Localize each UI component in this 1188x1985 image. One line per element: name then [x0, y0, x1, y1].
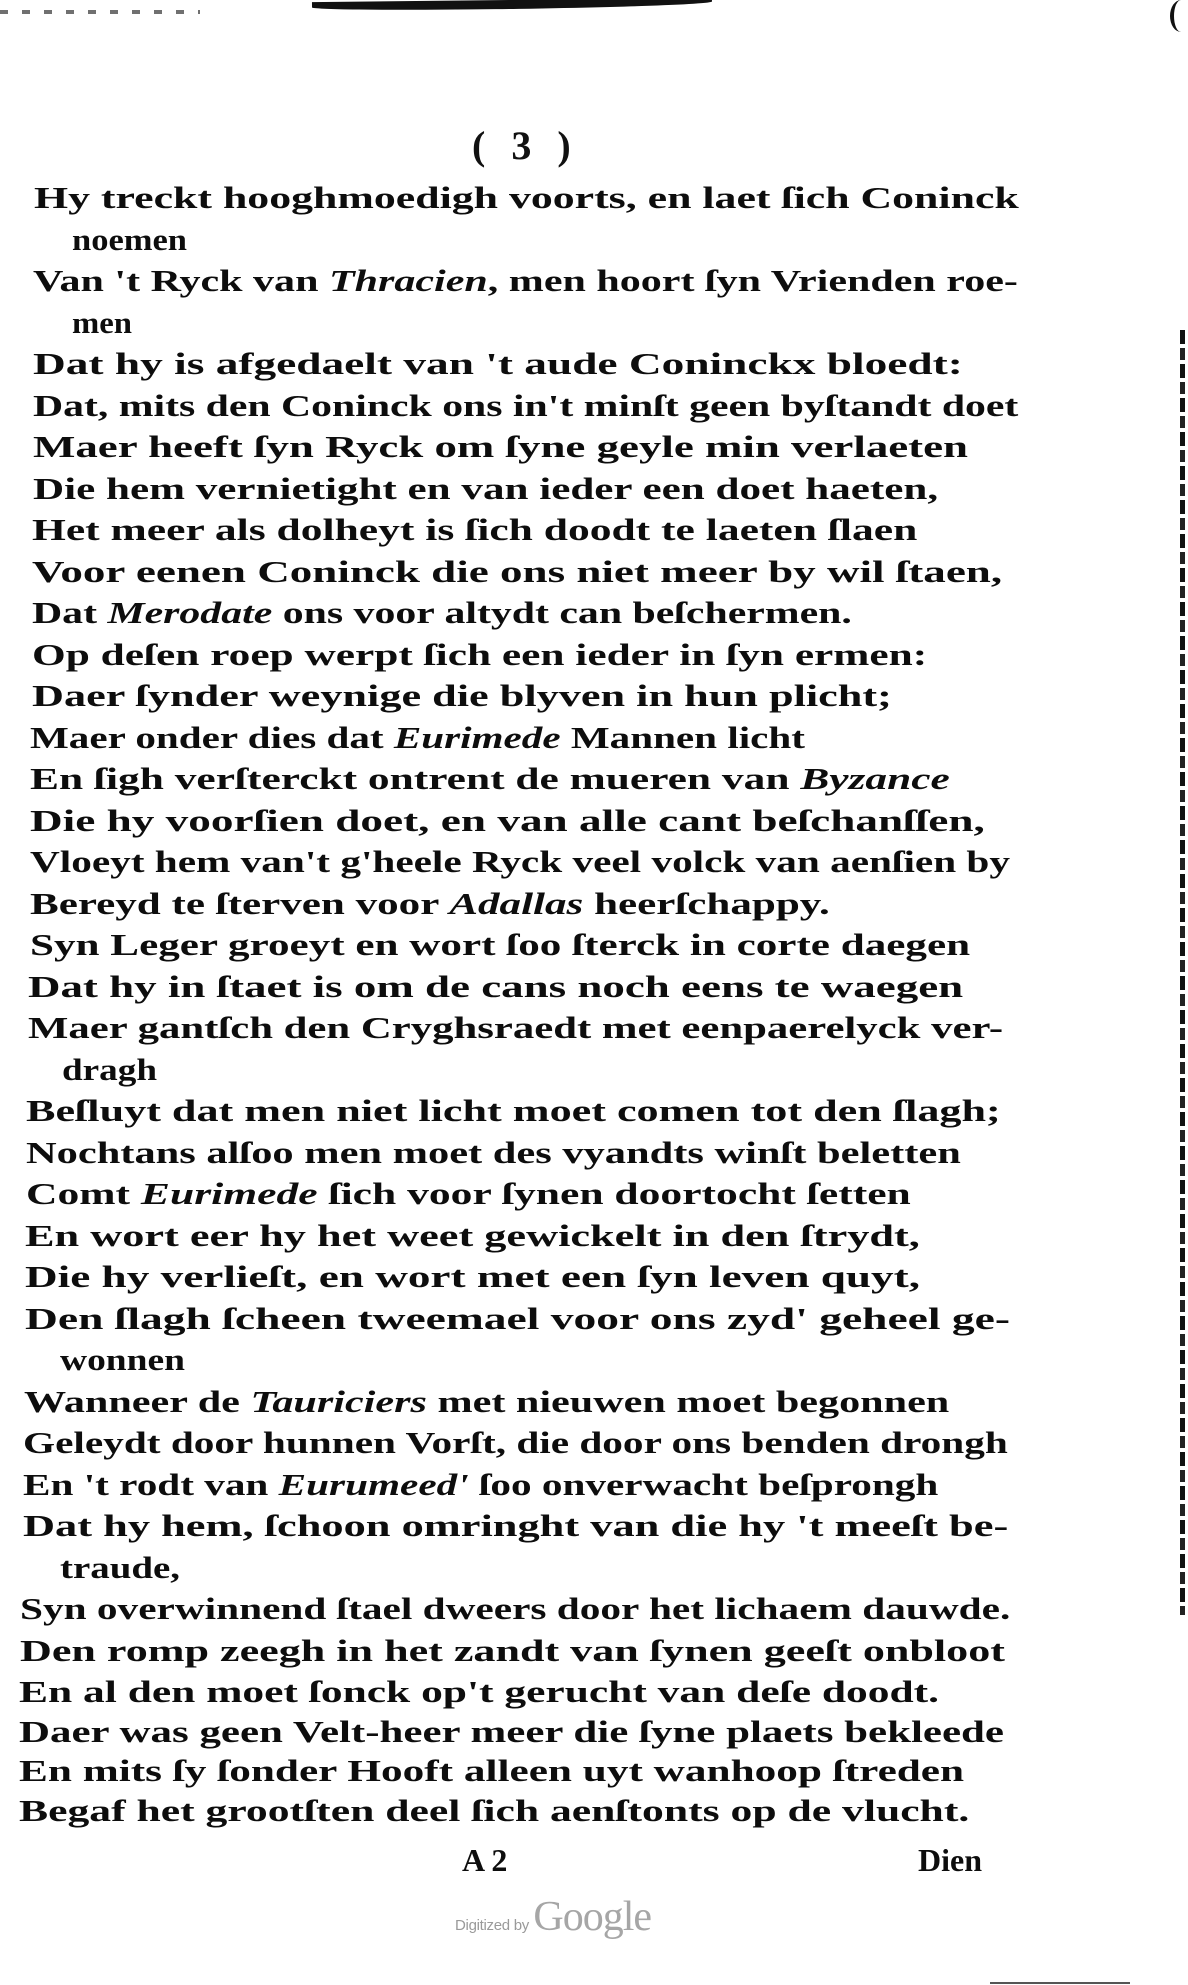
verse-line: Nochtans alſoo men moet des vyandts winſt beletten — [26, 1135, 961, 1170]
verse-line: Syn Leger groeyt en wort ſoo ſterck in corte daegen — [30, 927, 971, 962]
verse-line: Voor eenen Coninck die ons niet meer by wil ſtaen, — [32, 554, 1003, 589]
verse-line: Dat, mits den Coninck ons in't minſt geen byſtandt doet — [33, 388, 1019, 423]
verse-line: Maer onder dies dat Eurimede Mannen licht — [30, 720, 805, 755]
verse-line: Op deſen roep werpt ſich een ieder in ſyn ermen: — [32, 637, 928, 672]
verse-line: Die hy verlieſt, en wort met een ſyn leven quyt, — [25, 1259, 921, 1294]
google-logo-text: Google — [533, 1894, 652, 1940]
digitized-by-google-watermark — [455, 1893, 651, 1941]
scan-smudge — [312, 0, 712, 11]
verse-line: Die hy voorſien doet, en van alle cant beſchanſſen, — [30, 803, 985, 838]
verse-line-continuation: men — [72, 305, 133, 340]
proper-name: Eurimede — [393, 720, 561, 755]
page-curl-edge — [1170, 0, 1188, 32]
verse-line-continuation: traude, — [60, 1550, 181, 1585]
verse-line: Dat hy hem, ſchoon omringht van die hy 't meeſt be- — [23, 1508, 1009, 1543]
verse-line: Vloeyt hem van't g'heele Ryck veel volck van aenſien by — [30, 844, 1010, 879]
verse-line: Die hem vernietight en van ieder een doet haeten, — [33, 471, 939, 506]
verse-line: Maer gantſch den Cryghsraedt met eenpaerelyck ver- — [28, 1010, 1004, 1045]
proper-name: Byzance — [800, 761, 950, 796]
verse-line: Comt Eurimede ſich voor ſynen doortocht ſetten — [26, 1176, 911, 1211]
page-number: ( 3 ) — [472, 123, 579, 168]
verse-line: En wort eer hy het weet gewickelt in den ſtrydt, — [25, 1218, 920, 1253]
verse-line: Den romp zeegh in het zandt van ſynen geeſt onbloot — [20, 1633, 1005, 1668]
verse-line: Begaf het grootſten deel ſich aenſtonts op de vlucht. — [19, 1793, 970, 1828]
proper-name: Merodate — [107, 595, 273, 630]
verse-line: En al den moet ſonck op't gerucht van deſe doodt. — [19, 1674, 940, 1709]
watermark-prefix: Digitized by — [455, 1917, 529, 1934]
scan-specks — [0, 10, 200, 14]
verse-line: En 't rodt van Eurumeed' ſoo onverwacht beſprongh — [23, 1467, 939, 1502]
verse-line: Dat hy is afgedaelt van 't aude Coninckx bloedt: — [33, 346, 963, 381]
verse-line-continuation: wonnen — [60, 1342, 185, 1377]
proper-name: Thracien — [328, 263, 488, 298]
verse-line: Bereyd te ſterven voor Adallas heerſchappy. — [30, 886, 830, 921]
scan-edge-line — [990, 1982, 1130, 1984]
verse-line: Daer was geen Velt-heer meer die ſyne plaets bekleede — [19, 1714, 1004, 1749]
verse-line: Beſluyt dat men niet licht moet comen tot den ſlagh; — [26, 1093, 1001, 1128]
verse-line: Geleydt door hunnen Vorſt, die door ons benden drongh — [23, 1425, 1008, 1460]
verse-line: En ſigh verſterckt ontrent de mueren van Byzance — [30, 761, 950, 796]
proper-name: Tauriciers — [250, 1384, 427, 1419]
verse-line: Den ſlagh ſcheen tweemael voor ons zyd' geheel ge- — [25, 1301, 1011, 1336]
proper-name: Eurimede — [140, 1176, 318, 1211]
verse-line: Dat Merodate ons voor altydt can beſchermen. — [32, 595, 852, 630]
signature-mark: A 2 — [462, 1842, 508, 1878]
catchword: Dien — [918, 1842, 982, 1878]
verse-line: Syn overwinnend ſtael dweers door het lichaem dauwde. — [20, 1591, 1011, 1626]
verse-line: Het meer als dolheyt is ſich doodt te laeten ſlaen — [32, 512, 918, 547]
verse-line-continuation: noemen — [72, 222, 188, 257]
verse-line: Hy treckt hooghmoedigh voorts, en laet ſich Coninck — [34, 180, 1019, 215]
verse-line: Daer ſynder weynige die blyven in hun plicht; — [32, 678, 892, 713]
proper-name: Adallas — [449, 886, 584, 921]
verse-line: Dat hy in ſtaet is om de cans noch eens te waegen — [28, 969, 964, 1004]
proper-name: Eurumeed' — [278, 1467, 469, 1502]
scan-page-edge — [1180, 330, 1185, 1615]
verse-line-continuation: dragh — [62, 1052, 158, 1087]
verse-line: En mits ſy ſonder Hooft alleen uyt wanhoop ſtreden — [19, 1753, 965, 1788]
verse-line: Wanneer de Tauriciers met nieuwen moet begonnen — [24, 1384, 950, 1419]
verse-line: Maer heeft ſyn Ryck om ſyne geyle min verlaeten — [33, 429, 969, 464]
verse-line: Van 't Ryck van Thracien, men hoort ſyn Vrienden roe- — [33, 263, 1018, 298]
